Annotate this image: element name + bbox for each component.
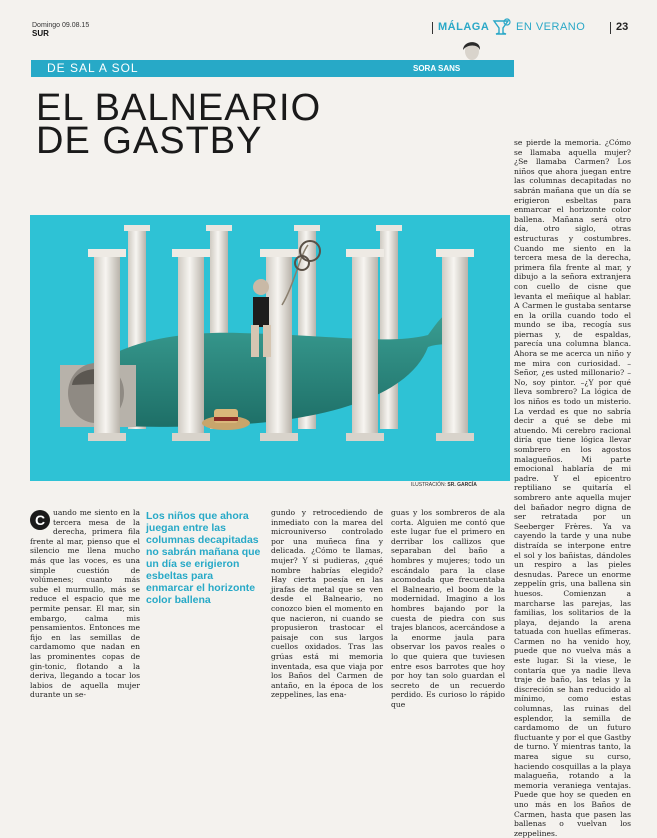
article-column-5: se pierde la memoria. ¿Cómo se llamaba aquella mujer? ¿Se llamaba Carmen? Los niños que ahora juegan entre las columnas decapitadas no sabrán mañana que un día se erigieron esbeltas para enmarcar el horizonte color ballena. Mañana será otro día, otro siglo, otras estructuras y costumbres. Cuando me siento en la tercera mesa de la derecha, primera fila frente al mar, y dibujo a la señora extranjera con cuello de cisne que levanta el meñique al hablar. A Carmen le gustaba sentarse en la orilla cuando todo el mundo se iba, recogía sus piernas y, de espaldas, parecía una columna blanca. Ahora se me acerca un niño y me mira con curiosidad. –Señor, ¿es usted millonario? –No, soy pintor. –¿Y por qué lleva sombrero? La lógica de los niños es todo un misterio. La verdad es que no sabría decir a qué se debe mi atuendo. Mi cerebro racional diría que tiene lógica llevar sombrero en los agostos malagueños. Mi parte emocional hablaría de mi padre. Y el epicentro reptiliano se quitaría el sombrero ante aquella mujer del bañador negro digna de ser retratada por un Seeberger Frères. Ya va cayendo la tarde y una nube distraída se interpone entre el sol y los bañistas, dándoles un respiro a las pieles desnudas. Parece un enorme zeppelín gris, una ballena sin huesos. Comienzan a marcharse las parejas, las familias, los solitarios de la playa, dejando la arena tatuada con huellas efímeras. Carmen no ha venido hoy, puede que no vuelva más a este lugar. Si la viese, le contaría que ya nadie lleva traje de baño, las telas y la discreción se han reducido al mínimo, como estas columnas, las ruinas del esplendor, la semilla de cardamomo de un futuro fluctuante y por el que Gastby de turno. Y mientras tanto, la marea sigue su curso, haciendo cosquillas a la playa malagueña, rotando a la memoria veraniega ventajas. Puede que hoy se queden en uno más en los Baños de Carmen, hasta que pasen las ballenas o vuelvan los zeppelines. — [514, 138, 631, 838]
illustration — [30, 215, 510, 481]
page-number: 23 — [616, 21, 629, 33]
headline-line: DE GASTBY — [36, 120, 263, 162]
publication-name: SUR — [32, 29, 49, 38]
issue-date: Domingo 09.08.15 — [32, 22, 90, 29]
article-column-3: gundo y retrocediendo de inmediato con la marea del microuniverso controlado por una muñeca fina y delicada. ¿Cómo te llamas, mujer? Y si pudieras, ¿qué nombre habrías elegido? Hay cierta poesía en las jirafas de metal que se ven desde el Balneario, no conozco bien el momento en que nacieron, ni cuando se propusieron trastocar el paisaje con sus largos cuellos oxidados. Tras las grúas está mi memoria inventada, esa que viaja por los Baños del Carmen de antaño, en la época de los zeppelines, las ena- — [271, 508, 383, 700]
section-label: EN VERANO — [516, 21, 586, 33]
pull-quote: Los niños que ahora juegan entre las columnas decapitadas no sabrán mañana que un día se erigieron esbeltas para enmarcar el horizonte color ballena — [146, 510, 261, 606]
headline-line: EL BALNEARIO — [36, 87, 322, 129]
illustration-credit — [411, 482, 477, 488]
article-column-1 — [30, 508, 140, 700]
credit-name: SR. GARCÍA — [447, 482, 477, 488]
header-divider — [610, 22, 611, 34]
column-kicker: DE SAL A SOL — [31, 60, 409, 77]
header-divider — [432, 22, 433, 34]
glass-logo-icon — [490, 18, 512, 36]
article-column-4: guas y los sombreros de ala corta. Alguien me contó que este lugar fue el primero en derribar los callizos que separaban del baño a hombres y mujeres; todo un escándalo para la clase acomodada que frecuentaba el Balneario, el boom de la modernidad. Imagino a los hombres bajando por la cuesta de piedra con sus trajes blancos, acercándose a la enorme jaula para observar los pavos reales o lo que quiera que tuviesen entre esos barrotes que hoy por hoy tan solo guardan el secreto de un recuerdo perdido. Es curioso lo rápido que — [391, 508, 505, 709]
drop-cap: C — [30, 510, 50, 530]
credit-prefix: ILUSTRACIÓN: — [411, 482, 447, 488]
headline — [36, 87, 506, 162]
section-header — [430, 20, 630, 36]
author-byline: SORA SANS — [409, 60, 514, 77]
publication-header — [32, 22, 89, 38]
article-text: uando me siento en la tercera mesa de la derecha, primera fila frente al mar, pienso que el silencio me llena mucho más que las voces, es una simple cuestión de volúmenes; cuanto más sube el murmullo, más se reduce el espacio que me permite pensar. El mar, sin embargo, calma mis pensamientos. Entonces me fijo en las semillas de cardamomo que nadan en las prominentes copas de gin-tonic, flotando a la deriva, llegando a tocar los labios de aquella mujer durante un se- — [30, 508, 140, 700]
city-label: MÁLAGA — [438, 21, 490, 33]
